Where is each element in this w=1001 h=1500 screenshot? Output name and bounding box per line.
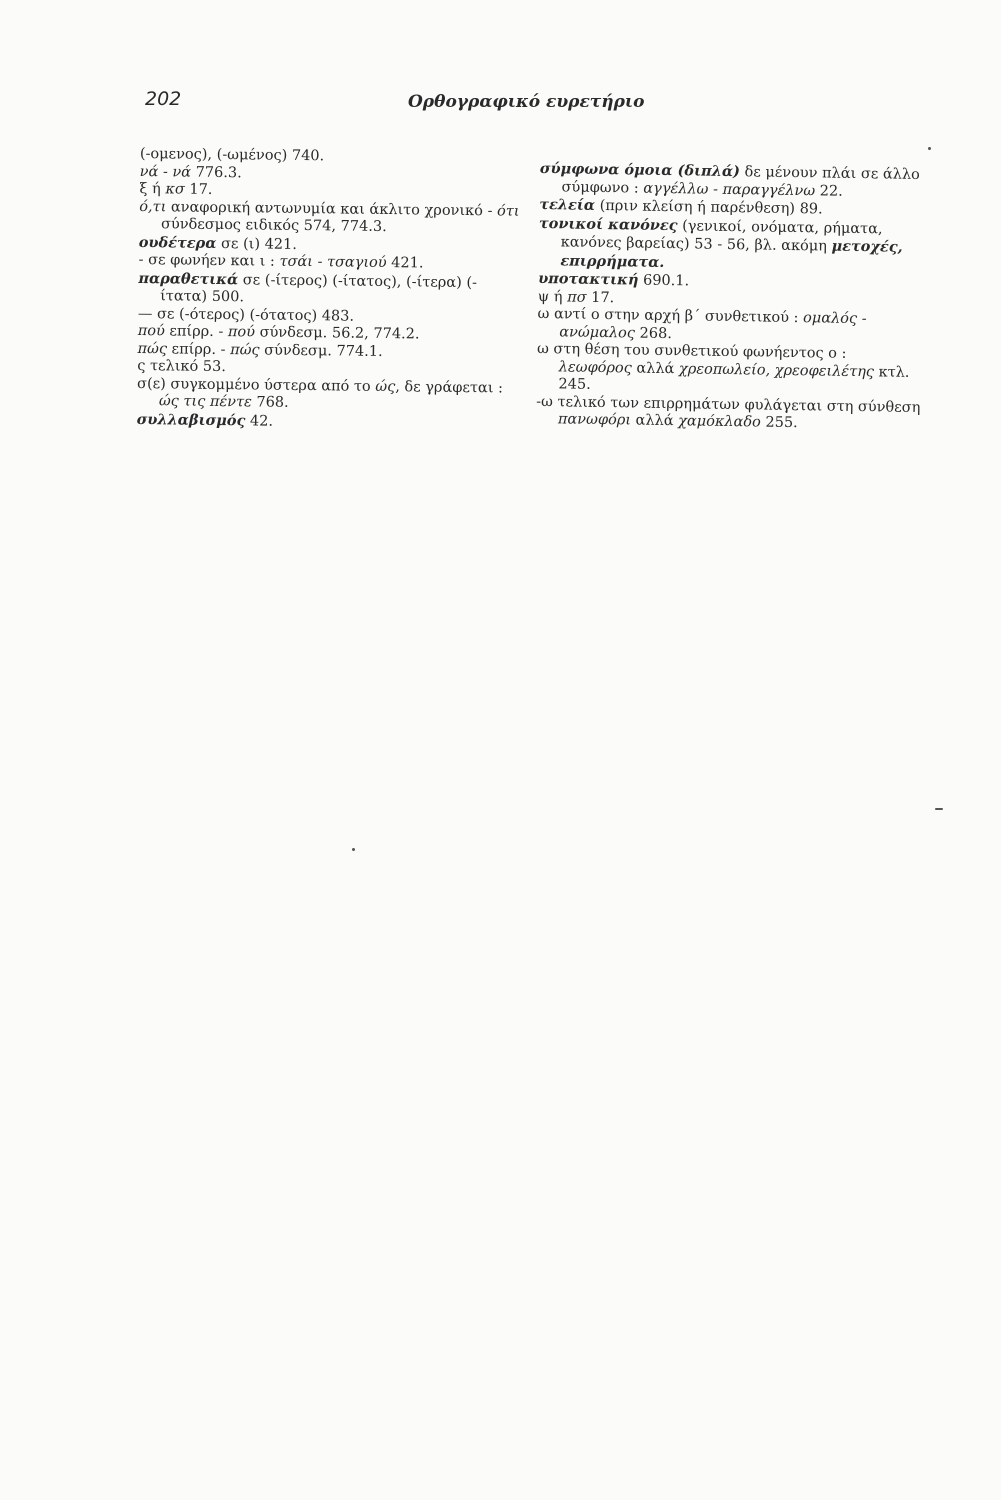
index-entry <box>537 306 923 347</box>
entry-example: πώς <box>230 341 260 358</box>
index-entry <box>138 269 523 310</box>
entry-headword: υποτακτική <box>538 269 639 289</box>
index-entry <box>539 160 925 202</box>
entry-text: 268. <box>634 325 673 342</box>
entry-text: δε μένουν πλάι σε άλλο σύμφωνο : <box>561 164 920 197</box>
entry-text: σύνδεσμος ειδικός 574, 774.3. <box>160 216 387 236</box>
entry-example: κσ <box>165 181 185 198</box>
entry-example: ώς <box>375 378 396 395</box>
entry-text: αλλά <box>630 412 679 430</box>
running-head: Ορθογραφικό ευρετήριο <box>408 92 645 112</box>
entry-text: - σε φωνήεν και ι : <box>138 251 280 270</box>
entry-example: αγγέλλω - παραγγέλνω <box>643 180 816 199</box>
entry-example: τσάι - τσαγιού <box>279 253 387 272</box>
index-entry <box>536 393 922 434</box>
entry-text: ω αντί ο στην αρχή β΄ συνθετικού : <box>537 305 804 327</box>
entry-text: 690.1. <box>638 272 690 290</box>
entry-text: 42. <box>245 412 274 430</box>
entry-text: 776.3. <box>190 164 242 181</box>
entry-headword: τελεία <box>539 195 596 214</box>
entry-example: πώς <box>137 340 168 357</box>
entry-text: ξ ή <box>139 180 166 198</box>
index-entry <box>137 375 522 415</box>
entry-example: λεωφόρος <box>558 358 632 376</box>
entry-text: , δε γράφεται : <box>395 378 504 396</box>
entry-text: αλλά <box>631 359 680 377</box>
entry-text: — σε (-ότερος) (-ότατος) 483. <box>137 305 355 325</box>
entry-text: επίρρ. - <box>164 323 229 341</box>
entry-example: χρεοπωλείο, χρεοφειλέτης <box>678 360 875 380</box>
entry-text: σε (ι) 421. <box>216 235 298 253</box>
entry-text: κτλ. 245. <box>558 363 910 393</box>
entry-text: ω στη θέση του συνθετικού φωνήεντος ο : <box>536 340 847 362</box>
entry-text: 421. <box>386 255 424 272</box>
index-entry <box>538 214 924 276</box>
entry-headword: συλλαβισμός <box>136 410 246 429</box>
entry-text: 768. <box>251 394 289 411</box>
entry-example: πανωφόρι <box>557 411 632 429</box>
entry-example: ότι <box>496 202 520 220</box>
index-column-right <box>536 160 925 435</box>
scan-speck <box>935 808 943 810</box>
entry-text: (-ομενος), (-ωμένος) 740. <box>139 146 325 165</box>
index-entry <box>536 341 922 400</box>
entry-headword: ουδέτερα <box>138 233 217 252</box>
entry-text: 255. <box>760 414 798 432</box>
entry-example: νά - νά <box>139 163 192 181</box>
entry-text: ς τελικό 53. <box>137 357 227 376</box>
entry-text: -ω τελικό των επιρρημάτων φυλάγεται στη σύνθεση <box>536 393 921 416</box>
index-column-left <box>137 146 525 434</box>
entry-example: πού <box>227 324 256 341</box>
entry-text: ψ ή <box>537 288 568 305</box>
entry-example: ώς τις πέντε <box>158 393 252 411</box>
page-number: 202 <box>145 88 182 110</box>
entry-text: 17. <box>184 181 213 198</box>
entry-text: (πριν κλείση ή παρένθεση) 89. <box>594 197 823 218</box>
entry-text: επίρρ. - <box>166 340 231 358</box>
index-entry <box>137 410 522 433</box>
entry-text: σύνδεσμ. 56.2, 774.2. <box>254 324 420 343</box>
index-entry <box>139 198 524 238</box>
scan-speck <box>928 147 931 150</box>
entry-example: ομαλός - ανώμαλος <box>559 310 867 342</box>
entry-text: σ(ε) συγκομμένο ύστερα από το <box>137 375 376 395</box>
entry-headword: μετοχές, επιρρήματα. <box>560 237 903 271</box>
scan-speck <box>352 848 355 851</box>
entry-headword: παραθετικά <box>138 269 239 288</box>
entry-text: 22. <box>815 182 843 200</box>
entry-example: χαμόκλαδο <box>678 413 761 431</box>
entry-text: σε (-ίτερος) (-ίτατος), (-ίτερα) (-ίτατα) 500. <box>160 271 478 306</box>
entry-text: (γενικοί, ονόματα, ρήματα, κανόνες βαρείας) 53 - 56, βλ. ακόμη <box>560 217 883 255</box>
entry-text: 17. <box>586 289 615 306</box>
entry-example: ό,τι <box>139 198 167 215</box>
entry-example: πσ <box>567 288 587 306</box>
entry-headword: σύμφωνα όμοια (διπλά) <box>539 160 741 181</box>
entry-headword: τονικοί κανόνες <box>538 214 678 234</box>
entry-text: σύνδεσμ. 774.1. <box>259 341 383 360</box>
entry-text: αναφορική αντωνυμία και άκλιτο χρονικό - <box>166 198 498 219</box>
entry-example: πού <box>137 322 165 340</box>
